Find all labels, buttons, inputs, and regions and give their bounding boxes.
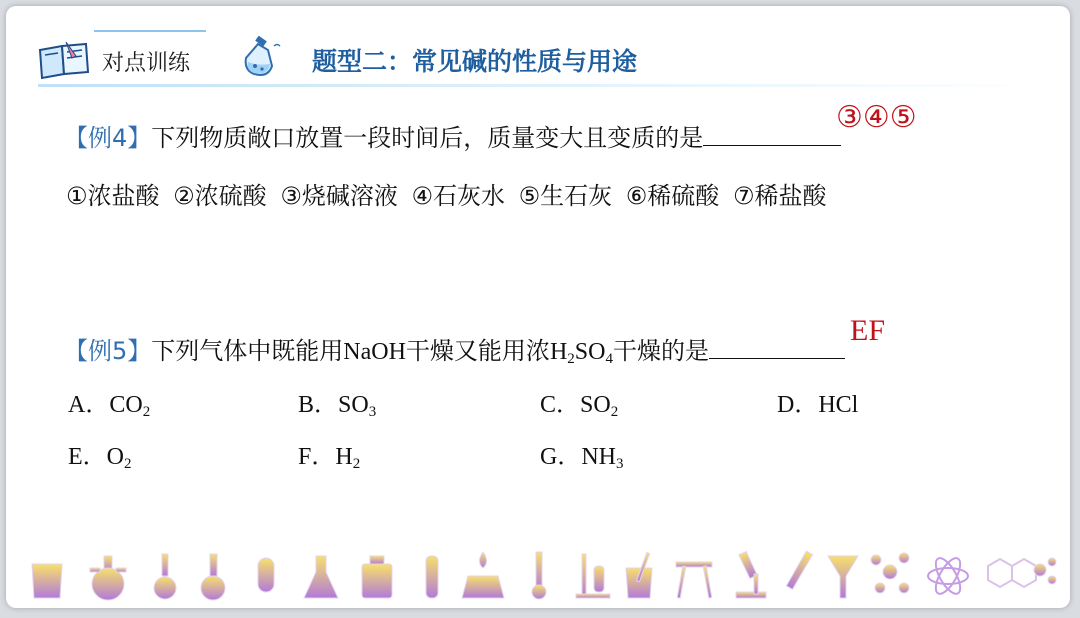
h2so4-formula: $H_2SO_4$ <box>549 339 613 367</box>
example5-question-text: 干燥又能用浓 <box>405 337 550 365</box>
lab-equipment-footer <box>28 546 1058 602</box>
example4-tag: 【例4】 <box>64 124 152 152</box>
section-title: 对点训练 <box>102 51 191 76</box>
microscope-icon <box>736 552 766 598</box>
example5-question-text: 下列气体中既能用 <box>151 337 344 365</box>
naoh-formula: NaOH <box>343 339 406 365</box>
example4-option: ①浓盐酸 <box>66 182 160 210</box>
example5-tag: 【例5】 <box>64 337 152 365</box>
example4-answer: ③④⑤ <box>836 100 917 135</box>
example5-option-a: A．$CO_2$ <box>68 392 151 420</box>
example5-option-c: C．$SO_2$ <box>540 392 619 420</box>
header-divider <box>38 84 1048 87</box>
example5-question-text: 干燥的是 <box>612 337 709 365</box>
example5-option-g: G．$NH_3$ <box>540 444 624 472</box>
dropper-icon <box>154 554 176 599</box>
header-accent-line <box>94 30 206 32</box>
example5-option-b: B．$SO_3$ <box>298 392 377 420</box>
example5-option-f: F．$H_2$ <box>298 444 361 472</box>
book-icon <box>36 40 92 80</box>
example5-option-e: E．$O_2$ <box>68 444 132 472</box>
test-tube-icon <box>258 558 274 592</box>
example5-answer-blank <box>709 336 845 359</box>
topic-title: 题型二：常见碱的性质与用途 <box>312 47 638 76</box>
benzene-icon <box>988 559 1036 587</box>
stand-icon <box>576 554 610 598</box>
example4-answer-blank <box>703 123 841 146</box>
tube-icon <box>426 556 438 598</box>
example4-option: ⑥稀硫酸 <box>625 182 720 210</box>
slide <box>6 6 1070 608</box>
alcohol-lamp-icon <box>462 552 504 598</box>
flask-icon <box>238 36 288 80</box>
thermometer-icon <box>532 552 546 599</box>
atom-icon <box>928 555 968 598</box>
example4-option: ④石灰水 <box>411 182 505 210</box>
example4-question-text: 下列物质敞口放置一段时间后，质量变大且变质的是 <box>151 124 704 152</box>
molecule-dots-icon <box>1034 558 1056 584</box>
tripod-icon <box>676 562 712 598</box>
example5-question <box>64 331 845 366</box>
example4-option: ③烧碱溶液 <box>280 182 398 210</box>
beaker-icon <box>32 564 62 598</box>
example4-option: ②浓硫酸 <box>173 182 267 210</box>
flask-icon <box>201 554 225 600</box>
round-flask-icon <box>90 556 126 600</box>
example4-options <box>66 176 826 211</box>
reagent-bottle-icon <box>362 556 392 598</box>
example4-question <box>64 118 841 153</box>
example5-option-d: D．HCl <box>777 392 859 418</box>
beaker-stir-icon <box>626 553 652 598</box>
funnel-icon <box>828 556 858 598</box>
example4-option: ⑦稀盐酸 <box>732 182 827 210</box>
example4-option: ⑤生石灰 <box>518 182 613 210</box>
erlenmeyer-icon <box>304 556 338 598</box>
example5-answer: EF <box>850 314 886 347</box>
pipette-icon <box>786 551 812 589</box>
molecule-icon <box>871 553 909 593</box>
